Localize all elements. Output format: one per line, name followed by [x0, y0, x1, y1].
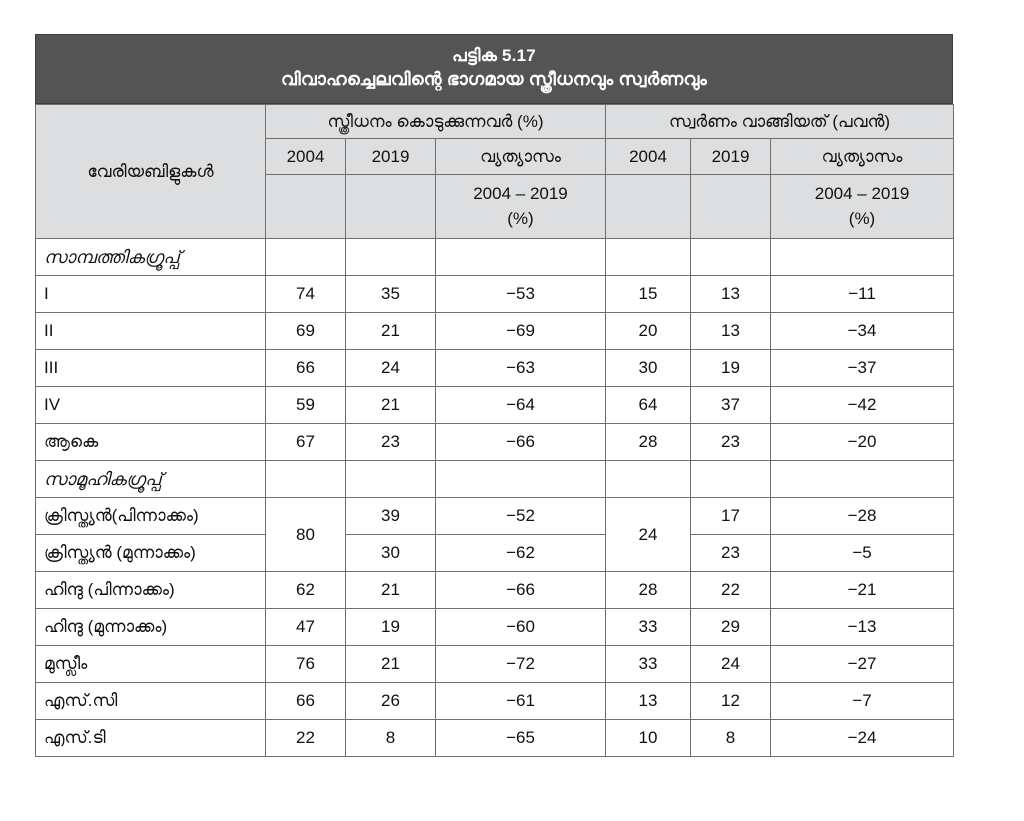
cell-gold-difference: −21 [771, 572, 954, 609]
cell-gold-2004: 20 [606, 313, 691, 350]
row-label: എസ്.സി [36, 683, 266, 720]
section-header-empty-cell [691, 461, 771, 498]
header-gold-difference-range [771, 175, 954, 239]
cell-gold-2019: 24 [691, 646, 771, 683]
cell-dowry-2004: 47 [266, 609, 346, 646]
cell-gold-2019: 37 [691, 387, 771, 424]
cell-gold-2019: 23 [691, 424, 771, 461]
row-label: ക്രിസ്ത്യൻ (മുന്നാക്കം) [36, 535, 266, 572]
cell-gold-2004: 30 [606, 350, 691, 387]
header-group-dowry: സ്ത്രീധനം കൊടുക്കുന്നവർ (%) [266, 105, 606, 139]
cell-dowry-2019: 21 [346, 313, 436, 350]
cell-dowry-2004: 74 [266, 276, 346, 313]
table-row [36, 350, 954, 387]
row-label: മുസ്ലീം [36, 646, 266, 683]
section-header-empty-cell [346, 461, 436, 498]
cell-gold-difference: −42 [771, 387, 954, 424]
table-row [36, 535, 954, 572]
cell-gold-2004: 28 [606, 572, 691, 609]
table-row [36, 646, 954, 683]
cell-dowry-2004: 69 [266, 313, 346, 350]
row-label: ക്രിസ്ത്യൻ(പിന്നാക്കം) [36, 498, 266, 535]
section-label: സാമ്പത്തികഗ്രൂപ്പ് [36, 239, 266, 276]
cell-dowry-2019: 30 [346, 535, 436, 572]
section-header-empty-cell [436, 239, 606, 276]
cell-gold-difference: −28 [771, 498, 954, 535]
cell-dowry-2004: 76 [266, 646, 346, 683]
cell-dowry-2019: 8 [346, 720, 436, 757]
header-group-gold: സ്വർണം വാങ്ങിയത് (പവൻ) [606, 105, 954, 139]
header-row-groups [36, 105, 954, 139]
section-header-row [36, 461, 954, 498]
cell-dowry-2004: 67 [266, 424, 346, 461]
header-dowry-2019-blank [346, 175, 436, 239]
section-header-empty-cell [606, 239, 691, 276]
header-gold-range-years: 2004 – 2019 [814, 184, 910, 204]
cell-dowry-2019: 35 [346, 276, 436, 313]
section-header-empty-cell [436, 461, 606, 498]
header-gold-range-unit: (%) [848, 208, 876, 228]
cell-dowry-2004: 59 [266, 387, 346, 424]
cell-gold-2004: 28 [606, 424, 691, 461]
table-row [36, 498, 954, 535]
cell-dowry-2004: 80 [266, 498, 346, 572]
cell-gold-2019: 13 [691, 276, 771, 313]
section-header-empty-cell [771, 239, 954, 276]
row-label: എസ്.ടി [36, 720, 266, 757]
header-dowry-range-unit: (%) [507, 208, 534, 228]
cell-dowry-2019: 23 [346, 424, 436, 461]
table-row [36, 387, 954, 424]
table-row [36, 276, 954, 313]
cell-gold-difference: −13 [771, 609, 954, 646]
cell-gold-difference: −34 [771, 313, 954, 350]
header-gold-2004-blank [606, 175, 691, 239]
cell-dowry-2004: 66 [266, 683, 346, 720]
header-dowry-difference-range [436, 175, 606, 239]
cell-gold-difference: −20 [771, 424, 954, 461]
cell-dowry-difference: −60 [436, 609, 606, 646]
table-row [36, 572, 954, 609]
cell-dowry-difference: −72 [436, 646, 606, 683]
cell-dowry-2019: 21 [346, 387, 436, 424]
cell-gold-2004: 33 [606, 646, 691, 683]
table-row [36, 313, 954, 350]
section-header-empty-cell [691, 239, 771, 276]
table-title-banner [35, 34, 953, 104]
cell-gold-2004: 13 [606, 683, 691, 720]
row-label: II [36, 313, 266, 350]
table-container [35, 34, 953, 757]
cell-gold-2019: 19 [691, 350, 771, 387]
cell-dowry-difference: −53 [436, 276, 606, 313]
cell-dowry-2004: 62 [266, 572, 346, 609]
cell-gold-difference: −11 [771, 276, 954, 313]
statistics-table [35, 104, 954, 757]
cell-gold-2019: 17 [691, 498, 771, 535]
row-label: ഹിന്ദു (മുന്നാക്കം) [36, 609, 266, 646]
cell-gold-2019: 12 [691, 683, 771, 720]
cell-gold-2004: 24 [606, 498, 691, 572]
row-label: IV [36, 387, 266, 424]
cell-dowry-difference: −65 [436, 720, 606, 757]
section-header-row [36, 239, 954, 276]
section-label: സാമൂഹികഗ്രൂപ്പ് [36, 461, 266, 498]
section-header-empty-cell [346, 239, 436, 276]
cell-gold-difference: −37 [771, 350, 954, 387]
header-gold-2004: 2004 [606, 139, 691, 175]
cell-dowry-difference: −63 [436, 350, 606, 387]
cell-gold-2019: 8 [691, 720, 771, 757]
cell-gold-2019: 23 [691, 535, 771, 572]
cell-dowry-2004: 22 [266, 720, 346, 757]
header-gold-2019-blank [691, 175, 771, 239]
header-dowry-2019: 2019 [346, 139, 436, 175]
cell-gold-2019: 29 [691, 609, 771, 646]
cell-gold-2004: 33 [606, 609, 691, 646]
header-variables: വേരിയബിളുകൾ [36, 105, 266, 239]
cell-dowry-2019: 21 [346, 646, 436, 683]
cell-dowry-2019: 39 [346, 498, 436, 535]
cell-dowry-2004: 66 [266, 350, 346, 387]
header-dowry-2004: 2004 [266, 139, 346, 175]
row-label: ആകെ [36, 424, 266, 461]
cell-gold-difference: −27 [771, 646, 954, 683]
cell-gold-2019: 13 [691, 313, 771, 350]
cell-dowry-difference: −66 [436, 572, 606, 609]
section-header-empty-cell [266, 461, 346, 498]
table-head [36, 105, 954, 239]
cell-gold-2019: 22 [691, 572, 771, 609]
cell-dowry-difference: −64 [436, 387, 606, 424]
cell-gold-difference: −5 [771, 535, 954, 572]
cell-gold-difference: −24 [771, 720, 954, 757]
table-row [36, 609, 954, 646]
header-gold-2019: 2019 [691, 139, 771, 175]
cell-dowry-2019: 26 [346, 683, 436, 720]
table-row [36, 424, 954, 461]
cell-dowry-difference: −52 [436, 498, 606, 535]
cell-dowry-difference: −62 [436, 535, 606, 572]
section-header-empty-cell [771, 461, 954, 498]
table-caption: വിവാഹച്ചെലവിന്റെ ഭാഗമായ സ്ത്രീധനവും സ്വർണവും [280, 69, 708, 90]
cell-gold-2004: 15 [606, 276, 691, 313]
cell-dowry-difference: −61 [436, 683, 606, 720]
cell-dowry-2019: 19 [346, 609, 436, 646]
row-label: III [36, 350, 266, 387]
table-number: പട്ടിക 5.17 [452, 46, 536, 65]
table-body [36, 239, 954, 757]
row-label: ഹിന്ദു (പിന്നാക്കം) [36, 572, 266, 609]
section-header-empty-cell [606, 461, 691, 498]
cell-dowry-2019: 24 [346, 350, 436, 387]
header-dowry-difference: വ്യത്യാസം [436, 139, 606, 175]
header-dowry-range-years: 2004 – 2019 [473, 184, 568, 204]
header-dowry-2004-blank [266, 175, 346, 239]
cell-dowry-difference: −69 [436, 313, 606, 350]
cell-dowry-difference: −66 [436, 424, 606, 461]
table-row [36, 720, 954, 757]
cell-dowry-2019: 21 [346, 572, 436, 609]
cell-gold-2004: 64 [606, 387, 691, 424]
header-gold-difference: വ്യത്യാസം [771, 139, 954, 175]
table-row [36, 683, 954, 720]
row-label: I [36, 276, 266, 313]
section-header-empty-cell [266, 239, 346, 276]
cell-gold-difference: −7 [771, 683, 954, 720]
cell-gold-2004: 10 [606, 720, 691, 757]
